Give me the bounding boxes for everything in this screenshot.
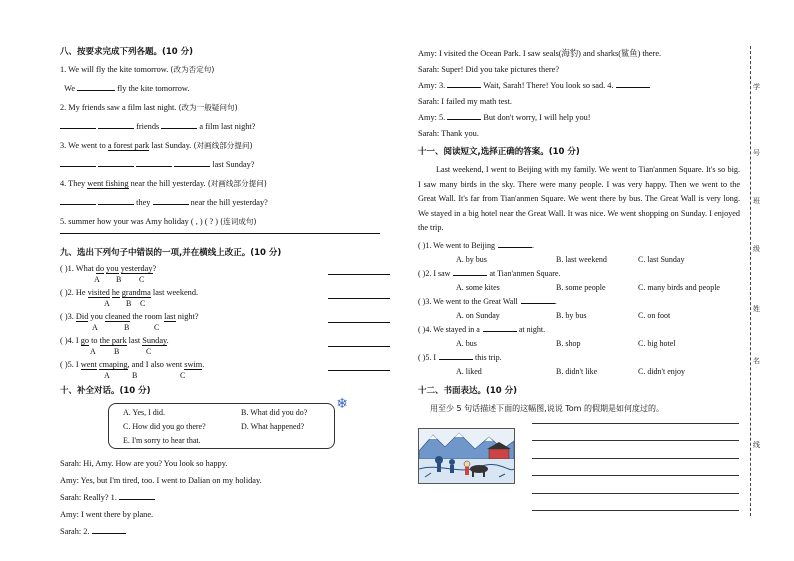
dialogue-line: Sarah: I failed my math test. xyxy=(418,97,513,106)
s11-question xyxy=(418,267,740,281)
choice-c[interactable]: C. big hotel xyxy=(638,338,676,348)
question-stem: ( )2. I saw xyxy=(418,268,451,278)
question-end: . xyxy=(531,240,534,250)
option-e: E. I'm sorry to hear that. xyxy=(123,436,201,445)
dialogue-line: Sarah: Thank you. xyxy=(418,129,479,138)
option-c: C. How did you go there? xyxy=(123,422,206,431)
option-letter: C xyxy=(140,299,146,308)
s8-q2: 2. My friends saw a film last night. (改为一般疑问句) xyxy=(60,103,238,112)
sentence-part: you xyxy=(106,264,119,273)
margin-label: 号 xyxy=(753,149,760,157)
choice-b[interactable]: B. last weekend xyxy=(556,254,607,264)
dialogue-line: Amy: I visited the Ocean Park. I saw seals(海豹) and sharks(鲨鱼) there. xyxy=(418,49,662,58)
s8-q3-answer: last Sunday? xyxy=(60,155,390,174)
s8-q2-answer: friends a film last night? xyxy=(60,117,390,136)
choice-a[interactable]: A. liked xyxy=(456,366,482,376)
question-end: . xyxy=(554,296,557,306)
s9-option-letters xyxy=(60,348,390,357)
correction-line[interactable] xyxy=(328,274,390,275)
s9-option-letters xyxy=(60,300,390,309)
sentence-part: ( )2. He xyxy=(60,288,88,297)
s9-option-letters xyxy=(60,276,390,285)
section-9-title: 九、选出下列句子中错误的一项,并在横线上改正。(10 分) xyxy=(60,248,282,258)
choice-c[interactable]: C. last Sunday xyxy=(638,254,685,264)
dialogue-line: Sarah: Hi, Amy. How are you? You look so happy. xyxy=(60,459,228,468)
reading-passage: Last weekend, I went to Beijing with my family. We went to Tian'anmen Square. It's so big. I saw many birds in the sky. There were many people. I was very happy. Then we went to the Great Wall. It's far from Tian'anmen Square. We went there by bus. The Great Wall is very long. We stayed in a big hotel near the Great Wall. It was nice. We went shopping on Sunday. I enjoyed the trip. xyxy=(418,165,740,232)
s8-q4-answer: they near the hill yesterday? xyxy=(60,193,390,212)
sentence-part: last xyxy=(126,336,143,345)
answer-blank[interactable] xyxy=(439,351,473,360)
answer-blank[interactable] xyxy=(119,491,155,500)
option-letter: C xyxy=(154,323,160,332)
dialogue-line: Amy: Yes, but I'm tired, too. I went to Dalian on my holiday. xyxy=(60,476,262,485)
option-letter: B xyxy=(132,371,138,380)
choice-a[interactable]: A. on Sunday xyxy=(456,310,500,320)
s9-item xyxy=(60,357,390,372)
answer-blank[interactable] xyxy=(498,239,532,248)
writing-line[interactable] xyxy=(532,441,739,459)
option-letter: A xyxy=(104,299,110,308)
s11-options xyxy=(418,365,740,379)
s8-q5-answer xyxy=(60,231,390,241)
answer-blank[interactable] xyxy=(161,120,197,129)
right-column xyxy=(418,46,740,418)
dialogue-line: Amy: I went there by plane. xyxy=(60,510,154,519)
option-letter: C xyxy=(180,371,186,380)
section-8-title: 八、按要求完成下列各题。(10 分) xyxy=(60,47,194,57)
s11-question xyxy=(418,239,740,253)
sentence-part: ( )4. I xyxy=(60,336,81,345)
margin-label: 学 xyxy=(753,83,760,91)
question-end: this trip. xyxy=(473,352,502,362)
option-d: D. What happened? xyxy=(241,422,305,431)
answer-blank[interactable] xyxy=(447,111,481,120)
answer-blank[interactable] xyxy=(92,525,126,534)
s9-items xyxy=(60,261,390,381)
dialogue-line: Sarah: Super! Did you take pictures there? xyxy=(418,65,559,74)
answer-blank[interactable] xyxy=(453,267,487,276)
margin-label: 级 xyxy=(753,245,760,253)
sentence-part: swim xyxy=(184,360,203,369)
correction-line[interactable] xyxy=(328,298,390,299)
margin-label: 班 xyxy=(753,197,760,205)
option-b: B. What did you do? xyxy=(241,408,308,417)
correction-line[interactable] xyxy=(328,370,390,371)
answer-blank[interactable] xyxy=(98,158,134,167)
writing-line[interactable] xyxy=(532,494,739,512)
s9-item xyxy=(60,309,390,324)
choice-a[interactable]: A. by bus xyxy=(456,254,487,264)
answer-blank[interactable] xyxy=(616,79,650,88)
margin-label: 名 xyxy=(753,357,760,365)
s9-item xyxy=(60,333,390,348)
sentence-part: . xyxy=(166,336,169,345)
left-column xyxy=(60,44,390,540)
option-letter: B xyxy=(126,299,132,308)
question-end: at Tian'anmen Square. xyxy=(487,268,561,278)
writing-lines xyxy=(532,406,739,511)
option-letter: A xyxy=(104,371,110,380)
answer-blank[interactable] xyxy=(60,120,96,129)
sentence-part: ( )5. I xyxy=(60,360,81,369)
writing-line[interactable] xyxy=(532,406,739,424)
sentence-part: , and I also went xyxy=(127,360,185,369)
sentence-part: last weekend. xyxy=(150,288,199,297)
option-letter: B xyxy=(116,275,122,284)
option-a: A. Yes, I did. xyxy=(123,408,166,417)
choice-c[interactable]: C. many birds and people xyxy=(638,282,720,292)
question-stem: ( )4. We stayed in a xyxy=(418,324,480,334)
answer-blank[interactable] xyxy=(521,295,555,304)
sentence-part: grandma xyxy=(121,288,151,297)
option-letter: B xyxy=(114,347,120,356)
choice-c[interactable]: C. on foot xyxy=(638,310,671,320)
s9-option-letters xyxy=(60,372,390,381)
sentence-part: Did xyxy=(75,312,89,321)
answer-blank[interactable] xyxy=(77,82,115,91)
sentence-part: the park xyxy=(99,336,127,345)
sentence-part: night? xyxy=(175,312,199,321)
choice-a[interactable]: A. some kites xyxy=(456,282,500,292)
sentence-part: cleaned xyxy=(104,312,131,321)
sentence-part: you xyxy=(88,312,105,321)
option-letter: A xyxy=(94,275,100,284)
choice-a[interactable]: A. bus xyxy=(456,338,477,348)
question-stem: ( )5. I xyxy=(418,352,436,362)
sentence-part: to xyxy=(89,336,100,345)
s11-options xyxy=(418,337,740,351)
answer-blank[interactable] xyxy=(447,79,481,88)
sentence-part: the room xyxy=(130,312,165,321)
option-letter: A xyxy=(90,347,96,356)
dialogue-line: Sarah: Really? 1. xyxy=(60,489,390,506)
holiday-scene-illustration xyxy=(419,429,514,483)
sentence-part: Sunday xyxy=(142,336,167,345)
choice-b[interactable]: B. some people xyxy=(556,282,606,292)
s8-q1-answer: We fly the kite tomorrow. xyxy=(64,84,190,93)
sentence-part: ( )1. What xyxy=(60,264,96,273)
s9-option-letters xyxy=(60,324,390,333)
option-letter: C xyxy=(146,347,152,356)
answer-blank[interactable] xyxy=(136,158,172,167)
question-stem: ( )1. We went to Beijing xyxy=(418,240,495,250)
correction-line[interactable] xyxy=(328,322,390,323)
option-letter: B xyxy=(124,323,130,332)
binding-dashed-line xyxy=(750,46,751,516)
s8-q4: 4. They went fishing near the hill yesterday. (对画线部分提问) xyxy=(60,179,267,188)
answer-blank[interactable] xyxy=(60,196,96,205)
answer-blank[interactable] xyxy=(174,158,210,167)
snowflake-icon: ❄ xyxy=(336,397,348,412)
sentence-part: do xyxy=(95,264,105,273)
dialogue-line: Amy: 3. Wait, Sarah! There! You look so sad. 4. xyxy=(418,78,740,94)
writing-line[interactable] xyxy=(532,476,739,494)
s8-q5: 5. summer how your was Amy holiday ( , ) ( ? ) (连词成句) xyxy=(60,217,257,226)
choice-b[interactable]: B. didn't like xyxy=(556,366,598,376)
question-end: at night. xyxy=(516,324,546,334)
s11-options xyxy=(418,253,740,267)
dialogue-line: Amy: 5. But don't worry, I will help you! xyxy=(418,113,591,122)
sentence-part: visited xyxy=(87,288,110,297)
sentence-part: . xyxy=(202,360,205,369)
s11-questions xyxy=(418,239,740,379)
s11-question xyxy=(418,351,740,365)
s11-question xyxy=(418,295,740,309)
sentence-part: yesterday xyxy=(120,264,153,273)
writing-line[interactable] xyxy=(532,459,739,477)
answer-blank[interactable] xyxy=(60,158,96,167)
choice-b[interactable]: B. shop xyxy=(556,338,581,348)
s9-item xyxy=(60,261,390,276)
dialogue-options-box xyxy=(108,397,348,449)
s11-options xyxy=(418,281,740,295)
margin-label: 姓 xyxy=(753,305,760,313)
sentence-part: go xyxy=(80,336,90,345)
correction-line[interactable] xyxy=(328,346,390,347)
writing-line[interactable] xyxy=(532,424,739,442)
s11-options xyxy=(418,309,740,323)
answer-blank[interactable] xyxy=(98,196,134,205)
answer-blank[interactable] xyxy=(153,196,189,205)
sentence-part: ( )3. xyxy=(60,312,76,321)
dialogue-line: Sarah: 2. xyxy=(60,523,390,540)
option-letter: A xyxy=(92,323,98,332)
answer-blank[interactable] xyxy=(483,323,517,332)
s9-item xyxy=(60,285,390,300)
section-12-title: 十二、书面表达。(10 分) xyxy=(418,385,518,396)
option-letter: C xyxy=(139,275,145,284)
sentence-part: last xyxy=(164,312,176,321)
choice-b[interactable]: B. by bus xyxy=(556,310,587,320)
s11-question xyxy=(418,323,740,337)
answer-blank[interactable] xyxy=(98,120,134,129)
sentence-part: went xyxy=(80,360,97,369)
section-10-title: 十、补全对话。(10 分) xyxy=(60,386,151,396)
s8-q1: 1. We will fly the kite tomorrow. (改为否定句) xyxy=(60,65,215,74)
sentence-part: cmaping xyxy=(98,360,128,369)
question-stem: ( )3. We went to the Great Wall xyxy=(418,296,518,306)
answer-line[interactable] xyxy=(60,233,380,234)
tom-holiday-picture xyxy=(418,428,515,484)
sentence-part: ? xyxy=(152,264,157,273)
s8-q3: 3. We went to a forest park last Sunday. (对画线部分提问) xyxy=(60,141,253,150)
writing-prompt: 用至少 5 句话描述下面的这幅图,说说 Tom 的假期是如何度过的。 xyxy=(430,403,665,413)
margin-label: 线 xyxy=(753,441,760,449)
section-11-title: 十一、阅读短文,选择正确的答案。(10 分) xyxy=(418,147,580,157)
sentence-part: he xyxy=(111,288,120,297)
choice-c[interactable]: C. didn't enjoy xyxy=(638,366,685,376)
